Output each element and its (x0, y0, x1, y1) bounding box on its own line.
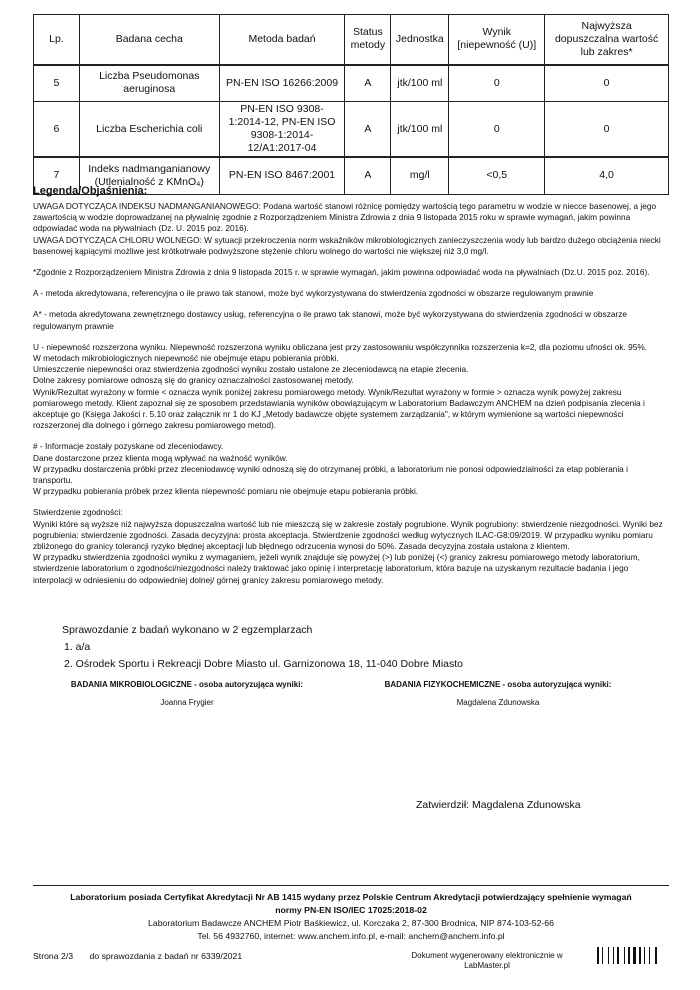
cell-result: <0,5 (449, 157, 545, 194)
cell-method: PN-EN ISO 9308-1:2014-12, PN-EN ISO 9308-1:2014-12/A1:2017-04 (219, 102, 345, 158)
cell-feature: Indeks nadmanganianowy (Utlenialność z KMnO₄) (79, 157, 219, 194)
cell-max: 4,0 (545, 157, 669, 194)
header-unit: Jednostka (391, 15, 449, 65)
footer-accreditation: Laboratorium posiada Certyfikat Akredytacji Nr AB 1415 wydany przez Polskie Centrum Akredytacji potwierdzający spełnienie wymagań (70, 892, 632, 902)
note-conformity: Stwierdzenie zgodności: Wyniki które są wyższe niż najwyższa dopuszczalna wartość lub nie mieszczą się w zakresie zostały pogrubione. Wynik pogrubiony: stwierdzenie niezgodności. Wyniki bez pogrubienia: stwierdzenie zgodności. Zasada decyzyjna: prosta akceptacja. Stwierdzenie zgodności według wytycznych ILAC-G8:09/2019. W przypadku wyniku pomiaru zbliżonego do granicy tolerancji ryzyko błędnej akceptacji lub błędnego odrzucenia wynosi do 50%. Zasada decyzyjna została ustalona z klientem. W przypadku stwierdzenia zgodności wyniku z wymaganiem, jeżeli wynik znajduje się powyżej (>) lub poniżej (<) granicy zakresu pomiarowego metody laboratorium, stwierdzenie laboratorium o zgodności/niezgodności należy traktować jako opinię i interpretację laboratorium, która bazuje na uzyskanym rezultacie badania i jego interpolacji w odniesieniu do odpowiedniej dolnej/ górnej granicy zakresu pomiarowego metody. (33, 507, 663, 585)
header-result: Wynik [niepewność (U)] (449, 15, 545, 65)
table-row (34, 65, 669, 102)
footer-norm: normy PN-EN ISO/IEC 17025:2018-02 (275, 905, 427, 915)
cell-feature: Liczba Escherichia coli (79, 102, 219, 158)
footer-divider (33, 885, 669, 886)
cell-feature: Liczba Pseudomonas aeruginosa (79, 65, 219, 102)
note-method-a: A - metoda akredytowana, referencyjna o ile prawo tak stanowi, może być wykorzystywana do stwierdzenia zgodności w obszarze regulowanym prawnie (33, 288, 594, 299)
copies-item: 1. a/a (64, 641, 91, 653)
header-method: Metoda badań (219, 15, 345, 65)
generated-note: Dokument wygenerowany elektronicznie w LabMaster.pl (411, 951, 563, 970)
header-max: Najwyższa dopuszczalna wartość lub zakres* (545, 15, 669, 65)
cell-unit: jtk/100 ml (391, 65, 449, 102)
cell-method: PN-EN ISO 16266:2009 (219, 65, 345, 102)
footer-contact: Tel. 56 4932760, internet: www.anchem.info.pl, e-mail: anchem@anchem.info.pl (197, 931, 505, 941)
cell-result: 0 (449, 102, 545, 158)
cell-lp: 5 (34, 65, 80, 102)
header-feature: Badana cecha (79, 15, 219, 65)
table-row (34, 102, 669, 158)
cell-max: 0 (545, 65, 669, 102)
note-method-a-star: A* - metoda akredytowana zewnętrznego dostawcy usług, referencyjna o ile prawo tak stanowi, może być wykorzystywana do stwierdzenia zgodności w obszarze regulowanym prawnie (33, 309, 627, 331)
approved-by: Zatwierdził: Magdalena Zdunowska (416, 799, 581, 811)
cell-lp: 7 (34, 157, 80, 194)
note-index-chlorine: UWAGA DOTYCZĄCA INDEKSU NADMANGANIANOWEGO: Podana wartość stanowi różnicę pomiędzy wartością tego parametru w wodzie w niecce basenowej, a jego zawartością w wodzie doprowadzanej na pływalnię zgodnie z Rozporządzeniem Ministra Zdrowia z dnia 9 listopada 2015 roku w sprawie wymagań, jakim powinna odpowiadać woda na pływalniach (Dz. U. 2015 poz. 2016). UWAGA DOTYCZĄCA CHLORU WOLNEGO: W sytuacji przekroczenia norm wskaźników mikrobiologicznych zanieczyszczenia wody lub bardzo dużego obciążenia niecki basenowej kąpiącymi możliwe jest krótkotrwałe podwyższone stężenie chloru wolnego do wartości nie większej niż 3,0 mg/l. (33, 201, 661, 256)
copies-item: 2. Ośrodek Sportu i Rekreacji Dobre Miasto ul. Garnizonowa 18, 11-040 Dobre Miasto (64, 658, 463, 670)
cell-status: A (345, 157, 391, 194)
copies-section (62, 622, 463, 673)
note-client-info: # - Informacje zostały pozyskane od zleceniodawcy. Dane dostarczone przez klienta mogą wpływać na ważność wyników. W przypadku dostarczenia próbki przez zleceniodawcę wyniki odnoszą się do otrzymanej próbki, a laboratorium nie ponosi odpowiedzialności za etap pobierania i transportu. W przypadku pobierania próbek przez klienta niepewność pomiaru nie obejmuje etapu pobierania próbki. (33, 441, 628, 497)
header-status: Status metody (345, 15, 391, 65)
copies-intro: Sprawozdanie z badań wykonano w 2 egzemplarzach (62, 624, 313, 636)
signature-phys-heading: BADANIA FIZYKOCHEMICZNE - osoba autoryzująca wyniki: (384, 680, 612, 689)
cell-lp: 6 (34, 102, 80, 158)
barcode-icon (597, 947, 669, 964)
results-table (33, 14, 669, 195)
legend-title: Legenda/Objaśnienia: (33, 185, 148, 197)
footer (33, 891, 669, 943)
cell-result: 0 (449, 65, 545, 102)
report-reference: do sprawozdania z badań nr 6339/2021 (89, 951, 243, 961)
signature-micro-heading: BADANIA MIKROBIOLOGICZNE - osoba autoryzująca wyniki: (70, 680, 304, 689)
cell-status: A (345, 65, 391, 102)
cell-max: 0 (545, 102, 669, 158)
table-header-row (34, 15, 669, 65)
cell-status: A (345, 102, 391, 158)
note-regulation: *Zgodnie z Rozporządzeniem Ministra Zdrowia z dnia 9 listopada 2015 r. w sprawie wymagań, jakim powinna odpowiadać woda na pływalniach (Dz.U. 2015 poz. 2016). (33, 267, 650, 278)
page-info (33, 951, 242, 961)
note-uncertainty: U - niepewność rozszerzona wyniku. Niepewność rozszerzona wyniku obliczana jest przy zastosowaniu współczynnika rozszerzenia k=2, dla poziomu ufności ok. 95%. W metodach mikrobiologicznych niepewność nie obejmuje etapu pobierania próbki. Umieszczenie niepewności oraz stwierdzenia zgodności wyniku zostało ustalone ze zleceniodawcą na etapie zlecenia. Dolne zakresy pomiarowe odnoszą się do granicy oznaczalności zastosowanej metody. Wynik/Rezultat wyrażony w formie < oznacza wynik poniżej zakresu pomiarowego metody. Wynik/Rezultat wyrażony w formie > oznacza wynik powyżej zakresu pomiarowego metody. Klient zapoznał się ze sposobem przedstawiania wyników obowiązującym w Laboratorium Badawczym ANCHEM na dzień podpisania zlecenia i akceptuje go (Księga Jakości r. 5.10 oraz załącznik nr 1 do KJ „Metody badawcze objęte systemem zarządzania", w którym wymienione są wartości niepewności rozszerzonej dla dolnego i górnego zakresu pomiarowego metod). (33, 341, 648, 431)
signature-phys (378, 680, 618, 707)
signature-micro-name: Joanna Frygier (160, 698, 214, 707)
legend-notes (33, 201, 669, 586)
cell-method: PN-EN ISO 8467:2001 (219, 157, 345, 194)
cell-unit: jtk/100 ml (391, 102, 449, 158)
signature-phys-name: Magdalena Zdunowska (456, 698, 540, 707)
page-number: Strona 2/3 (33, 951, 74, 961)
header-lp: Lp. (34, 15, 80, 65)
signature-micro (62, 680, 312, 707)
footer-address: Laboratorium Badawcze ANCHEM Piotr Baśkiewicz, ul. Korczaka 2, 87-300 Brodnica, NIP 874-103-52-66 (148, 918, 554, 928)
cell-unit: mg/l (391, 157, 449, 194)
